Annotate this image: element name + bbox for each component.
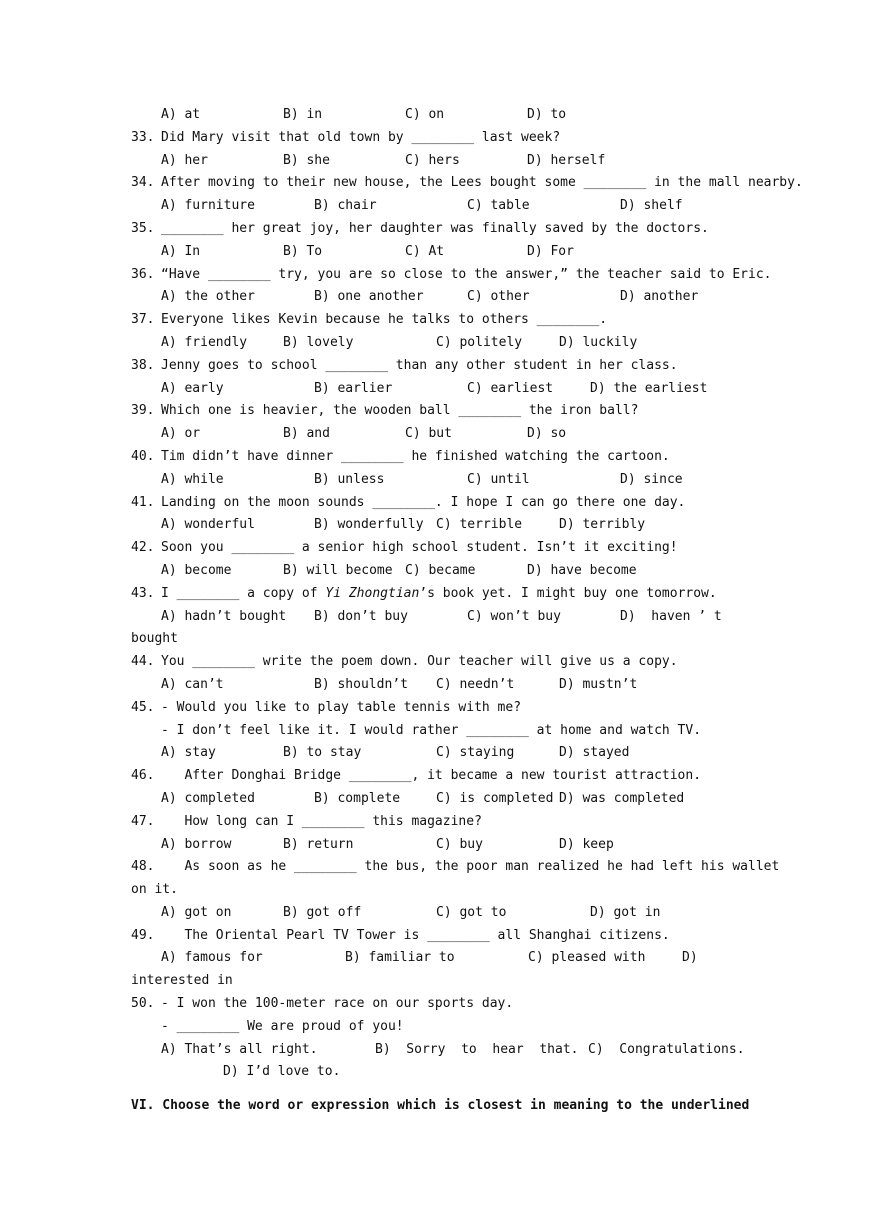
answer-option: C) pleased with	[528, 950, 646, 966]
answer-option: A) wonderful	[161, 517, 255, 533]
answer-options	[131, 606, 751, 629]
question-text: “Have ________ try, you are so close to the answer,” the teacher said to Eric.	[161, 266, 772, 282]
question-stem	[131, 765, 751, 788]
answer-option: A) while	[161, 471, 224, 487]
answer-option: A) or	[161, 426, 201, 442]
answer-options	[131, 560, 751, 583]
question-stem	[131, 264, 772, 287]
answer-option: B) and	[283, 426, 330, 442]
question-stem	[131, 697, 751, 720]
question-text: Landing on the moon sounds ________. I hope I can go there one day.	[161, 494, 686, 510]
question-number: 44.	[131, 654, 155, 670]
question-stem	[131, 993, 751, 1016]
question-number: 34.	[131, 175, 155, 191]
answer-option: C) terrible	[436, 517, 523, 533]
question-number: 35.	[131, 220, 155, 236]
answer-option: B) wonderfully	[314, 517, 424, 533]
question-stem	[131, 309, 751, 332]
answer-options	[131, 423, 751, 446]
answer-option: A) the other	[161, 289, 255, 305]
question-text: Jenny goes to school ________ than any other student in her class.	[161, 357, 678, 373]
question-text: Did Mary visit that old town by ________ last week?	[161, 129, 561, 145]
question-text: After moving to their new house, the Lees bought some ________ in the mall nearby.	[161, 175, 803, 191]
question-stem	[131, 925, 751, 948]
italic-name: Yi Zhongtian	[325, 585, 420, 601]
question-stem	[131, 492, 751, 515]
answer-option: D) another	[620, 289, 699, 305]
answer-option: C) but	[405, 426, 452, 442]
answer-option: A) In	[161, 243, 201, 259]
answer-option: A) at	[161, 107, 201, 122]
answer-options	[131, 788, 751, 811]
answer-options	[131, 241, 751, 264]
dialogue-line: - ________ We are proud of you!	[161, 1018, 404, 1034]
question-text-part: ’s book yet. I might buy one tomorrow.	[419, 585, 717, 601]
answer-option: C) on	[405, 107, 445, 122]
answer-options	[131, 195, 751, 218]
answer-option: B) don’t buy	[314, 608, 408, 624]
answer-option: C) other	[467, 289, 530, 305]
answer-options	[131, 834, 751, 857]
answer-option: A) can’t	[161, 676, 224, 692]
answer-option: A) famous for	[161, 950, 263, 966]
answer-option: D) haven ’ t	[620, 608, 722, 624]
answer-options	[131, 674, 751, 697]
question-number: 45.	[131, 699, 155, 715]
answer-options	[131, 286, 751, 309]
answer-options	[131, 332, 751, 355]
question-text: Everyone likes Kevin because he talks to others ________.	[161, 312, 608, 328]
answer-option: D) For	[527, 243, 574, 259]
answer-option: A) furniture	[161, 198, 255, 214]
answer-option: C) hers	[405, 152, 460, 168]
answer-option: D) terribly	[559, 517, 646, 533]
question-number: 37.	[131, 312, 155, 328]
question-list	[131, 104, 803, 1084]
question-text: You ________ write the poem down. Our teacher will give us a copy.	[161, 654, 678, 670]
question-stem	[131, 400, 751, 423]
answer-option: D) I’d love to.	[223, 1064, 341, 1080]
answer-option: C) earliest	[467, 380, 554, 396]
question-number: 38.	[131, 357, 155, 373]
question-stem	[131, 355, 751, 378]
question-stem	[131, 172, 803, 195]
answer-option: D)	[682, 950, 698, 966]
question-stem	[131, 127, 751, 150]
question-stem	[131, 583, 751, 606]
answer-option: B) to stay	[283, 745, 362, 761]
answer-option: B) chair	[314, 198, 377, 214]
question-stem	[131, 218, 751, 241]
answer-option: B) one another	[314, 289, 424, 305]
answer-options	[131, 514, 751, 537]
question-number: 39.	[131, 403, 155, 419]
answer-option: B) she	[283, 152, 330, 168]
answer-option: A) got on	[161, 904, 232, 920]
answer-option: A) completed	[161, 790, 255, 806]
answer-option: D) shelf	[620, 198, 683, 214]
answer-option: B) will become	[283, 562, 393, 578]
answer-option: C) won’t buy	[467, 608, 561, 624]
answer-option: C) staying	[436, 745, 515, 761]
answer-option: B) earlier	[314, 380, 393, 396]
answer-option: B) in	[283, 107, 323, 122]
question-number: 41.	[131, 494, 155, 510]
question-stem	[131, 811, 751, 834]
question-text: Tim didn’t have dinner ________ he finished watching the cartoon.	[161, 448, 670, 464]
answer-option: D) mustn’t	[559, 676, 638, 692]
answer-option: A) become	[161, 562, 232, 578]
continuation-line: interested in	[131, 973, 233, 989]
answer-option: C) got to	[436, 904, 507, 920]
answer-option: C) At	[405, 243, 445, 259]
question-text: As soon as he ________ the bus, the poor man realized he had left his wallet	[161, 859, 780, 875]
question-number: 50.	[131, 996, 155, 1012]
question-number: 49.	[131, 927, 155, 943]
answer-option: A) That’s all right.	[161, 1041, 318, 1057]
answer-option: D) herself	[527, 152, 606, 168]
answer-options	[131, 1039, 751, 1062]
answer-option: D) luckily	[559, 334, 638, 350]
question-number: 40.	[131, 448, 155, 464]
continuation-line: bought	[131, 631, 178, 647]
question-number: 43.	[131, 585, 155, 601]
answer-option: D) since	[620, 471, 683, 487]
question-stem	[131, 446, 751, 469]
answer-option: B) complete	[314, 790, 401, 806]
question-text: ________ her great joy, her daughter was finally saved by the doctors.	[161, 220, 709, 236]
answer-option: B) shouldn’t	[314, 676, 408, 692]
question-text: - I won the 100-meter race on our sports day.	[161, 996, 514, 1012]
dialogue-line: - I don’t feel like it. I would rather ________ at home and watch TV.	[161, 722, 702, 738]
answer-option: C) Congratulations.	[588, 1041, 745, 1057]
answer-option: D) got in	[590, 904, 661, 920]
answer-option: C) until	[467, 471, 530, 487]
question-text: How long can I ________ this magazine?	[161, 813, 482, 829]
question-stem	[131, 651, 751, 674]
question-text: Soon you ________ a senior high school student. Isn’t it exciting!	[161, 540, 678, 556]
answer-options	[131, 947, 751, 970]
continuation-line: on it.	[131, 882, 178, 898]
answer-option: C) needn’t	[436, 676, 515, 692]
answer-option: B) got off	[283, 904, 362, 920]
question-number: 47.	[131, 813, 155, 829]
section-heading: VI. Choose the word or expression which is closest in meaning to the underlined	[131, 1098, 750, 1113]
answer-option: D) have become	[527, 562, 637, 578]
answer-option: B) lovely	[283, 334, 354, 350]
answer-options	[131, 150, 751, 173]
question-number: 48.	[131, 859, 155, 875]
question-stem	[131, 856, 780, 879]
question-text-part: I ________ a copy of	[161, 585, 326, 601]
answer-option: A) stay	[161, 745, 216, 761]
answer-options	[131, 469, 751, 492]
answer-option: D) the earliest	[590, 380, 708, 396]
question-stem	[131, 537, 751, 560]
answer-option: D) stayed	[559, 745, 630, 761]
answer-option: B) To	[283, 243, 323, 259]
question-number: 36.	[131, 266, 155, 282]
answer-options	[131, 742, 751, 765]
answer-option: D) so	[527, 426, 567, 442]
question-text: The Oriental Pearl TV Tower is ________ all Shanghai citizens.	[161, 927, 670, 943]
answer-option: C) is completed	[436, 790, 554, 806]
answer-option: B) return	[283, 836, 354, 852]
answer-option: C) table	[467, 198, 530, 214]
answer-option: B) Sorry to hear that.	[375, 1041, 579, 1057]
answer-option: D) was completed	[559, 790, 685, 806]
question-text: After Donghai Bridge ________, it became a new tourist attraction.	[161, 768, 702, 784]
answer-option: B) familiar to	[345, 950, 455, 966]
question-number: 46.	[131, 768, 155, 784]
answer-option: C) politely	[436, 334, 523, 350]
answer-option: A) her	[161, 152, 208, 168]
answer-option: A) borrow	[161, 836, 232, 852]
question-text: - Would you like to play table tennis with me?	[161, 699, 522, 715]
answer-options	[131, 104, 751, 127]
answer-option: A) hadn’t bought	[161, 608, 287, 624]
answer-option: C) buy	[436, 836, 483, 852]
answer-option: B) unless	[314, 471, 385, 487]
answer-option: D) keep	[559, 836, 614, 852]
answer-options	[131, 378, 751, 401]
answer-option: D) to	[527, 107, 567, 122]
question-number: 42.	[131, 540, 155, 556]
question-number: 33.	[131, 129, 155, 145]
answer-option: A) early	[161, 380, 224, 396]
question-text	[161, 583, 717, 606]
answer-option: A) friendly	[161, 334, 248, 350]
question-text: Which one is heavier, the wooden ball ________ the iron ball?	[161, 403, 639, 419]
answer-option: C) became	[405, 562, 476, 578]
answer-options	[131, 902, 751, 925]
